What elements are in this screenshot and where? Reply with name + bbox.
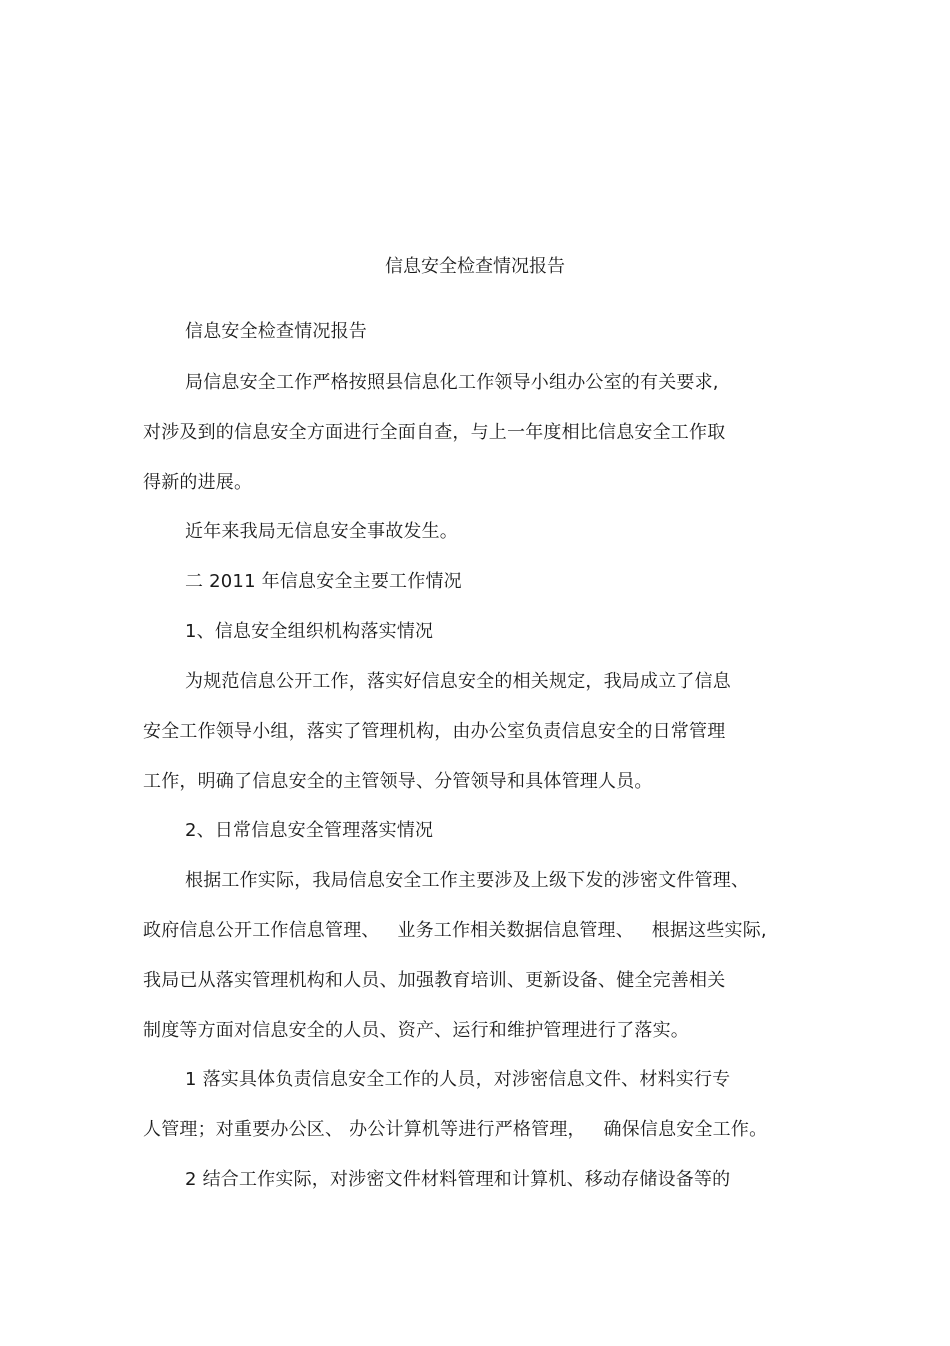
subtitle-line: 信息安全检查情况报告: [185, 321, 367, 342]
paragraph-line: 我局已从落实管理机构和人员、加强教育培训、更新设备、健全完善相关: [143, 970, 726, 991]
paragraph-line: 政府信息公开工作信息管理、 业务工作相关数据信息管理、 根据这些实际,: [143, 920, 767, 941]
paragraph-line: 工作，明确了信息安全的主管领导、分管领导和具体管理人员。: [143, 771, 653, 792]
paragraph-line: 为规范信息公开工作，落实好信息安全的相关规定，我局成立了信息: [185, 671, 731, 692]
paragraph-line: 对涉及到的信息安全方面进行全面自查，与上一年度相比信息安全工作取: [143, 422, 726, 443]
section-heading: 2、日常信息安全管理落实情况: [185, 820, 434, 841]
paragraph-line: 2 结合工作实际，对涉密文件材料管理和计算机、移动存储设备等的: [185, 1169, 731, 1190]
paragraph-line: 人管理；对重要办公区、 办公计算机等进行严格管理， 确保信息安全工作。: [143, 1119, 768, 1140]
section-heading: 1、信息安全组织机构落实情况: [185, 621, 434, 642]
paragraph-line: 得新的进展。: [143, 472, 253, 493]
paragraph-line: 根据工作实际，我局信息安全工作主要涉及上级下发的涉密文件管理、: [185, 870, 750, 891]
paragraph-line: 制度等方面对信息安全的人员、资产、运行和维护管理进行了落实。: [143, 1020, 689, 1041]
section-heading: 二 2011 年信息安全主要工作情况: [185, 571, 462, 592]
paragraph-line: 局信息安全工作严格按照县信息化工作领导小组办公室的有关要求,: [185, 372, 719, 393]
document-title: 信息安全检查情况报告: [385, 256, 565, 277]
paragraph-line: 安全工作领导小组，落实了管理机构，由办公室负责信息安全的日常管理: [143, 721, 726, 742]
paragraph-line: 1 落实具体负责信息安全工作的人员，对涉密信息文件、材料实行专: [185, 1069, 731, 1090]
paragraph-line: 近年来我局无信息安全事故发生。: [185, 521, 458, 542]
